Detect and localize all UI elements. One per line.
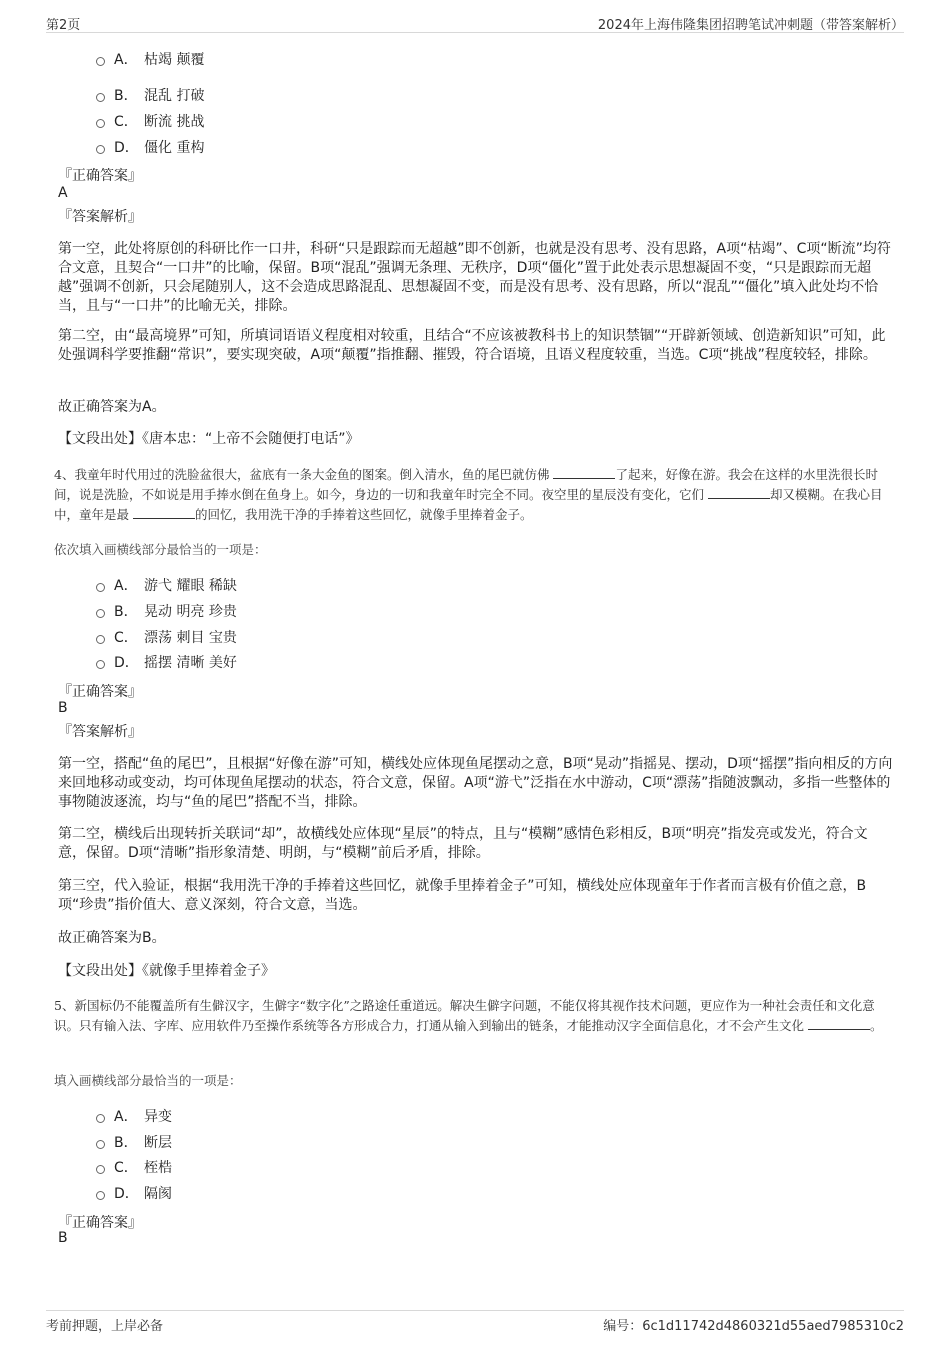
q4-option-b[interactable]: B． 晃动 明亮 珍贵	[96, 601, 237, 621]
radio-icon[interactable]	[96, 609, 105, 618]
page-footer	[46, 1310, 904, 1335]
q3-option-c[interactable]: C． 断流 挑战	[96, 111, 204, 131]
answer-value: B	[58, 1230, 68, 1246]
radio-icon[interactable]	[96, 57, 105, 66]
radio-icon[interactable]	[96, 660, 105, 669]
page-number: 第2页	[46, 18, 81, 33]
question-prompt: 依次填入画横线部分最恰当的一项是：	[54, 542, 267, 557]
q4-option-c[interactable]: C． 漂荡 刺目 宝贵	[96, 627, 237, 647]
answer-value: A	[58, 185, 68, 201]
radio-icon[interactable]	[96, 1191, 105, 1200]
document-code: 编号：6c1d11742d4860321d55aed7985310c2	[603, 1319, 904, 1334]
footer-slogan: 考前押题，上岸必备	[46, 1319, 164, 1334]
radio-icon[interactable]	[96, 1165, 105, 1174]
analysis-paragraph: 第一空，此处将原创的科研比作一口井，科研“只是跟踪而无超越”即不创新，也就是没有思考、没有思路，A项“枯竭”、C项“断流”均符合文意，且契合“一口井”的比喻，保留。B项“混乱”强调无条理、无秩序，D项“僵化”置于此处表示思想凝固不变，“只是跟踪而无超越”强调不创新，只会尾随别人，这不会造成思路混乱、思想凝固不变，而是没有思考、没有思路，所以“混乱”“僵化”填入此处均不恰当，且与“一口井”的比喻无关，排除。	[58, 241, 891, 314]
radio-icon[interactable]	[96, 1114, 105, 1123]
analysis-paragraph: 第三空，代入验证，根据“我用洗干净的手捧着这些回忆，就像手里捧着金子”可知，横线处应体现童年于作者而言极有价值之意，B项“珍贵”指价值大、意义深刻，符合文意，当选。	[58, 878, 867, 913]
analysis-label: 『答案解析』	[58, 724, 142, 740]
q3-option-a[interactable]: A． 枯竭 颠覆	[96, 49, 204, 69]
page-header	[46, 12, 904, 33]
source-citation: 【文段出处】《就像手里捧着金子》	[58, 963, 275, 979]
document-title: 2024年上海伟隆集团招聘笔试冲刺题（带答案解析）	[597, 18, 904, 33]
radio-icon[interactable]	[96, 635, 105, 644]
answer-blank	[708, 486, 770, 499]
q5-option-a[interactable]: A． 异变	[96, 1106, 172, 1126]
analysis-conclusion: 故正确答案为B。	[58, 930, 166, 946]
analysis-paragraph: 第二空，横线后出现转折关联词“却”，故横线处应体现“星辰”的特点，且与“模糊”感情色彩相反，B项“明亮”指发亮或发光，符合文意，保留。D项“清晰”指形象清楚、明朗，与“模糊”前后矛盾，排除。	[58, 826, 868, 861]
question-4-text: 4、我童年时代用过的洗脸盆很大，盆底有一条大金鱼的图案。倒入清水，鱼的尾巴就仿佛 了起来，好像在游。我会在这样的水里洗很长时间，说是洗脸，不如说是用手捧水倒在鱼身上。如今，身边的一切和我童年时完全不同。夜空里的星辰没有变化，它们 却又模糊。在我心目中，童年是最 的回忆，我用洗干净的手捧着这些回忆，就像手里捧着金子。	[54, 467, 883, 522]
q5-option-b[interactable]: B． 断层	[96, 1132, 172, 1152]
q4-option-d[interactable]: D． 摇摆 清晰 美好	[96, 652, 237, 672]
answer-label: 『正确答案』	[58, 1215, 142, 1231]
q5-option-d[interactable]: D． 隔阂	[96, 1183, 172, 1203]
q3-option-b[interactable]: B． 混乱 打破	[96, 85, 204, 105]
source-citation: 【文段出处】《唐本忠：“上帝不会随便打电话”》	[58, 431, 360, 447]
radio-icon[interactable]	[96, 1140, 105, 1149]
radio-icon[interactable]	[96, 93, 105, 102]
radio-icon[interactable]	[96, 119, 105, 128]
analysis-label: 『答案解析』	[58, 209, 142, 225]
analysis-paragraph: 第一空，搭配“鱼的尾巴”，且根据“好像在游”可知，横线处应体现鱼尾摆动之意，B项“晃动”指摇晃、摆动，D项“摇摆”指向相反的方向来回地移动或变动，均可体现鱼尾摆动的状态，符合文意，保留。A项“游弋”泛指在水中游动，C项“漂荡”指随波飘动，多指一些整体的事物随波逐流，均与“鱼的尾巴”搭配不当，排除。	[58, 756, 893, 810]
answer-blank	[808, 1017, 870, 1030]
question-5-text: 5、新国标仍不能覆盖所有生僻汉字，生僻字“数字化”之路途任重道远。解决生僻字问题，不能仅将其视作技术问题，更应作为一种社会责任和文化意识。只有输入法、字库、应用软件乃至操作系统等各方形成合力，打通从输入到输出的链条，才能推动汉字全面信息化，才不会产生文化 。	[54, 998, 883, 1033]
radio-icon[interactable]	[96, 583, 105, 592]
question-prompt: 填入画横线部分最恰当的一项是：	[54, 1073, 242, 1088]
answer-label: 『正确答案』	[58, 168, 142, 184]
q4-option-a[interactable]: A． 游弋 耀眼 稀缺	[96, 575, 237, 595]
radio-icon[interactable]	[96, 145, 105, 154]
answer-value: B	[58, 700, 68, 716]
answer-label: 『正确答案』	[58, 684, 142, 700]
q3-option-d[interactable]: D． 僵化 重构	[96, 137, 204, 157]
analysis-conclusion: 故正确答案为A。	[58, 399, 166, 415]
q5-option-c[interactable]: C． 桎梏	[96, 1157, 172, 1177]
analysis-paragraph: 第二空，由“最高境界”可知，所填词语语义程度相对较重，且结合“不应该被教科书上的知识禁锢”“开辟新领域、创造新知识”可知，此处强调科学要推翻“常识”，要实现突破，A项“颠覆”指推翻、摧毁，符合语境，且语义程度较重，当选。C项“挑战”程度较轻，排除。	[58, 328, 886, 363]
answer-blank	[133, 506, 195, 519]
answer-blank	[553, 466, 615, 479]
